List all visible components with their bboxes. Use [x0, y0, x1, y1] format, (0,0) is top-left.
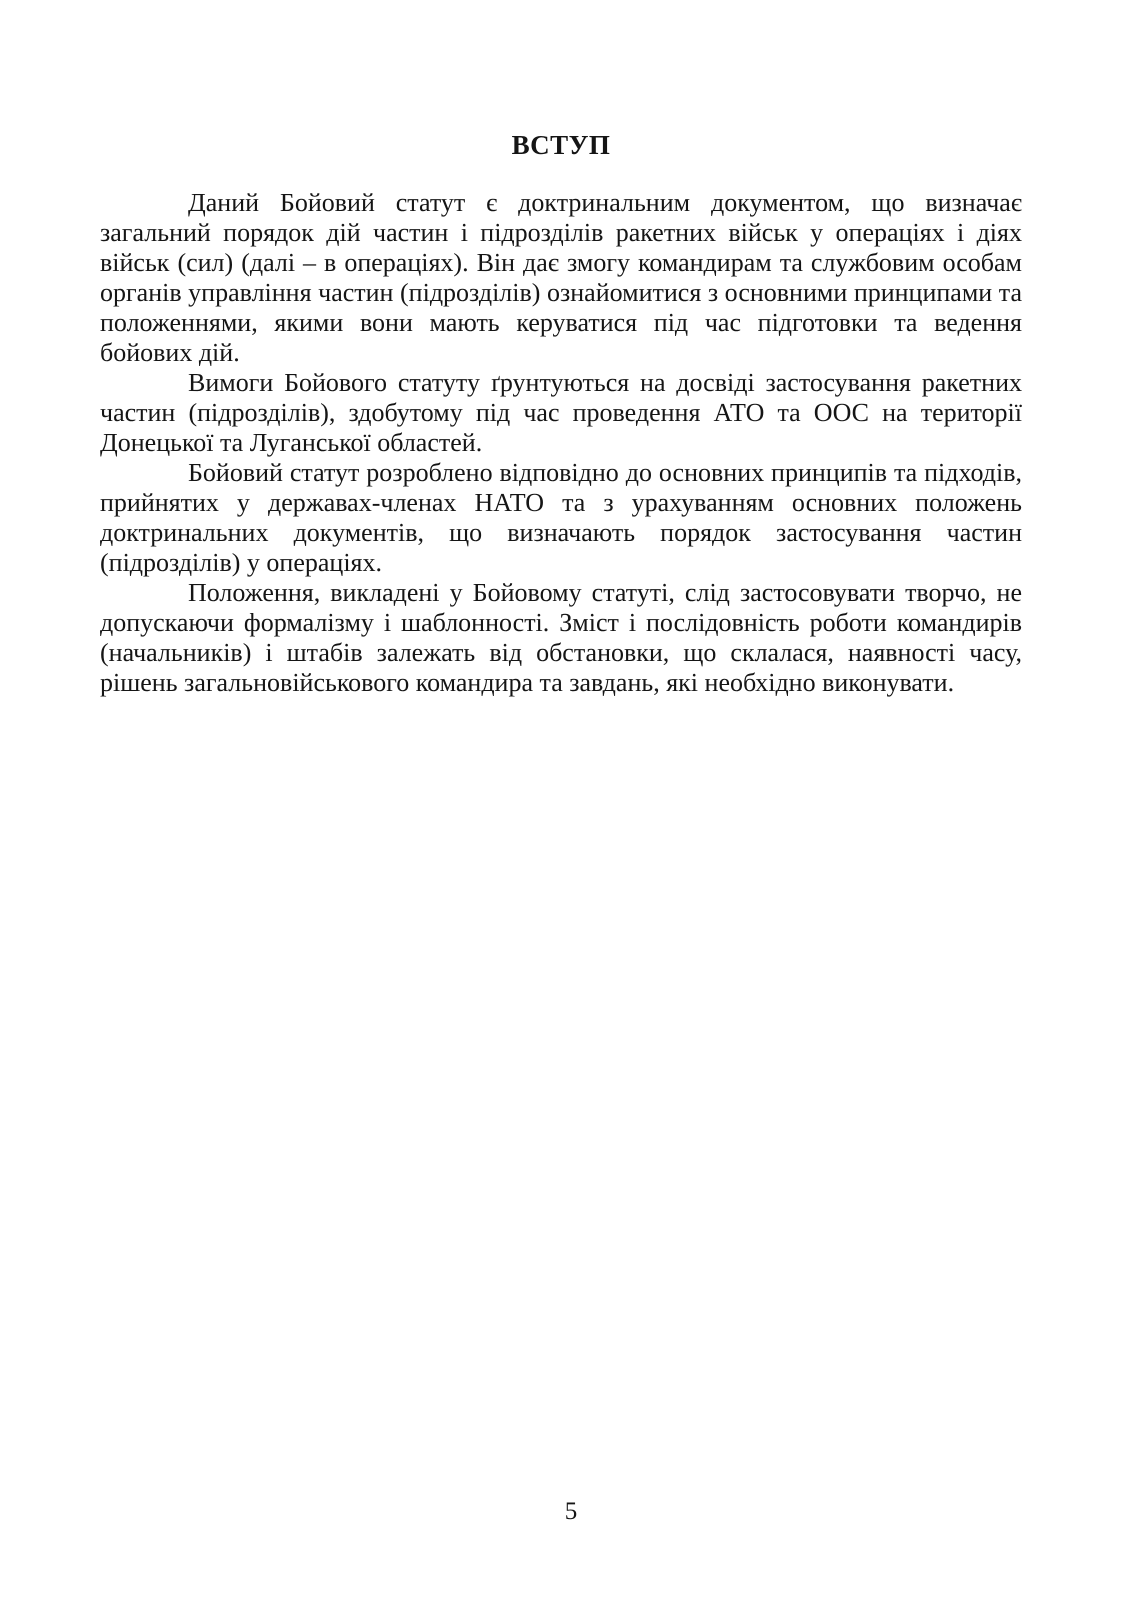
paragraph: Положення, викладені у Бойовому статуті, слід застосовувати творчо, не допускаючи формалізму і шаблонності. Зміст і послідовність роботи командирів (начальників) і штабів залежать від обстановки, що склалася, наявності часу, рішень загальновійськового командира та завдань, які необхідно виконувати.	[100, 578, 1022, 697]
page-number: 5	[564, 1498, 578, 1525]
page-title: ВСТУП	[511, 130, 611, 160]
paragraph: Бойовий статут розроблено відповідно до основних принципів та підходів, прийнятих у державах-членах НАТО та з урахуванням основних положень доктринальних документів, що визначають порядок застосування частин (підрозділів) у операціях.	[100, 458, 1022, 577]
document-body	[100, 188, 1022, 698]
paragraph: Вимоги Бойового статуту ґрунтуються на досвіді застосування ракетних частин (підрозділів), здобутому під час проведення АТО та ООС на території Донецької та Луганської областей.	[100, 368, 1022, 457]
paragraph: Даний Бойовий статут є доктринальним документом, що визначає загальний порядок дій частин і підрозділів ракетних військ у операціях і діях військ (сил) (далі – в операціях). Він дає змогу командирам та службовим особам органів управління частин (підрозділів) ознайомитися з основними принципами та положеннями, якими вони мають керуватися під час підготовки та ведення бойових дій.	[100, 188, 1022, 367]
